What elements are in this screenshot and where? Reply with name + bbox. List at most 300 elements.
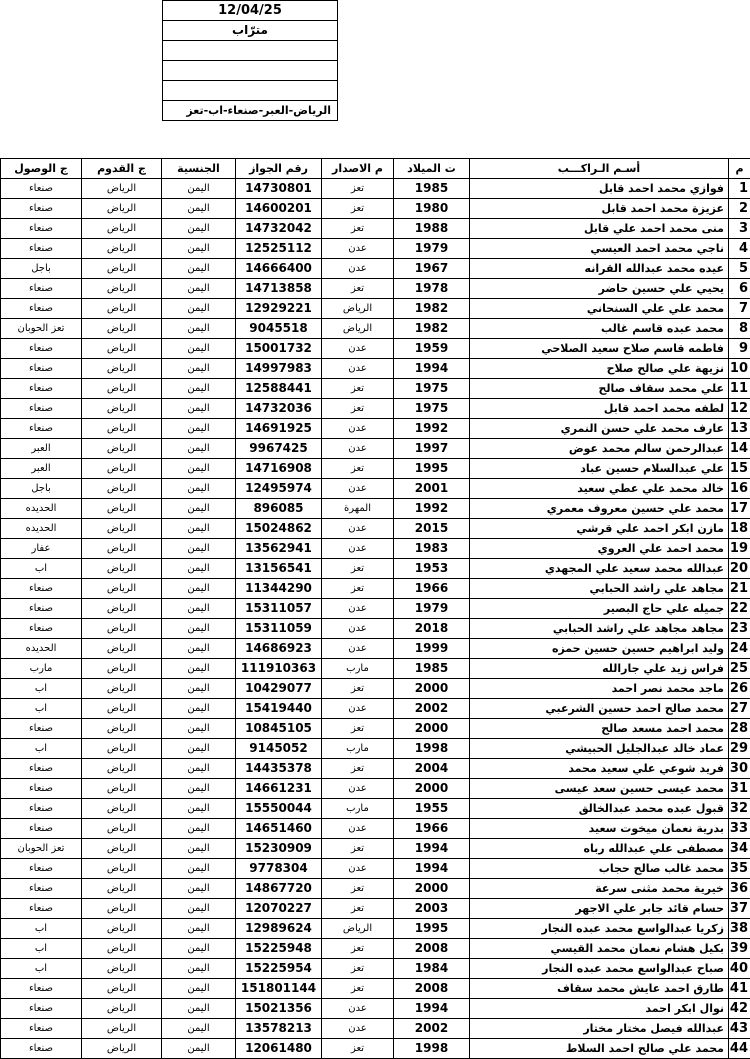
destination-city: صنعاء bbox=[1, 999, 82, 1019]
nationality: اليمن bbox=[162, 679, 236, 699]
passport-number: 14732042 bbox=[236, 219, 322, 239]
nationality: اليمن bbox=[162, 379, 236, 399]
header-blank-row bbox=[163, 41, 338, 61]
birth-year: 1994 bbox=[394, 839, 470, 859]
table-row bbox=[1, 659, 750, 679]
birth-year: 2000 bbox=[394, 719, 470, 739]
passenger-name: ناجي محمد احمد العيسي bbox=[470, 239, 729, 259]
nationality: اليمن bbox=[162, 759, 236, 779]
passport-number: 12061480 bbox=[236, 1039, 322, 1059]
table-row bbox=[1, 539, 750, 559]
nationality: اليمن bbox=[162, 619, 236, 639]
passport-number: 14666400 bbox=[236, 259, 322, 279]
col-header-passport: رقم الجواز bbox=[236, 159, 322, 179]
passenger-name: لطفه محمد احمد قابل bbox=[470, 399, 729, 419]
origin-city: الرياض bbox=[82, 919, 162, 939]
passenger-name: صباح عبدالواسع محمد عبده النجار bbox=[470, 959, 729, 979]
destination-city: صنعاء bbox=[1, 899, 82, 919]
origin-city: الرياض bbox=[82, 499, 162, 519]
passport-number: 14867720 bbox=[236, 879, 322, 899]
row-index: 35 bbox=[729, 859, 750, 879]
passenger-name: وليد ابراهيم حسين حسين حمزه bbox=[470, 639, 729, 659]
passenger-name: فوازي محمد احمد قابل bbox=[470, 179, 729, 199]
row-index: 43 bbox=[729, 1019, 750, 1039]
table-row bbox=[1, 779, 750, 799]
row-index: 24 bbox=[729, 639, 750, 659]
nationality: اليمن bbox=[162, 339, 236, 359]
destination-city: تعز الحوبان bbox=[1, 839, 82, 859]
origin-city: الرياض bbox=[82, 859, 162, 879]
passenger-name: محمد علي حسين معروف معمري bbox=[470, 499, 729, 519]
origin-city: الرياض bbox=[82, 719, 162, 739]
issue-place: عدن bbox=[322, 619, 394, 639]
destination-city: اب bbox=[1, 559, 82, 579]
row-index: 13 bbox=[729, 419, 750, 439]
row-index: 16 bbox=[729, 479, 750, 499]
birth-year: 2002 bbox=[394, 699, 470, 719]
passport-number: 9145052 bbox=[236, 739, 322, 759]
birth-year: 2015 bbox=[394, 519, 470, 539]
table-row bbox=[1, 999, 750, 1019]
issue-place: عدن bbox=[322, 599, 394, 619]
destination-city: صنعاء bbox=[1, 279, 82, 299]
nationality: اليمن bbox=[162, 199, 236, 219]
passenger-name: محمد عبده قاسم غالب bbox=[470, 319, 729, 339]
origin-city: الرياض bbox=[82, 519, 162, 539]
row-index: 18 bbox=[729, 519, 750, 539]
header-blank-row bbox=[163, 81, 338, 101]
row-index: 21 bbox=[729, 579, 750, 599]
nationality: اليمن bbox=[162, 939, 236, 959]
birth-year: 1995 bbox=[394, 919, 470, 939]
destination-city: العبر bbox=[1, 459, 82, 479]
nationality: اليمن bbox=[162, 459, 236, 479]
header-blank-row bbox=[163, 61, 338, 81]
passenger-name: ماجد محمد نصر احمد bbox=[470, 679, 729, 699]
passenger-name: عماد خالد عبدالجليل الحبيشي bbox=[470, 739, 729, 759]
passport-number: 111910363 bbox=[236, 659, 322, 679]
origin-city: الرياض bbox=[82, 239, 162, 259]
passenger-name: علي عبدالسلام حسين عباد bbox=[470, 459, 729, 479]
nationality: اليمن bbox=[162, 279, 236, 299]
origin-city: الرياض bbox=[82, 339, 162, 359]
issue-place: تعز bbox=[322, 879, 394, 899]
issue-place: تعز bbox=[322, 719, 394, 739]
row-index: 33 bbox=[729, 819, 750, 839]
table-row bbox=[1, 419, 750, 439]
destination-city: عفار bbox=[1, 539, 82, 559]
passport-number: 151801144 bbox=[236, 979, 322, 999]
col-header-index: م bbox=[729, 159, 750, 179]
birth-year: 1980 bbox=[394, 199, 470, 219]
origin-city: الرياض bbox=[82, 879, 162, 899]
birth-year: 1975 bbox=[394, 399, 470, 419]
issue-place: تعز bbox=[322, 1039, 394, 1059]
nationality: اليمن bbox=[162, 859, 236, 879]
nationality: اليمن bbox=[162, 399, 236, 419]
nationality: اليمن bbox=[162, 179, 236, 199]
table-row bbox=[1, 199, 750, 219]
origin-city: الرياض bbox=[82, 419, 162, 439]
birth-year: 2000 bbox=[394, 779, 470, 799]
issue-place: عدن bbox=[322, 479, 394, 499]
row-index: 40 bbox=[729, 959, 750, 979]
origin-city: الرياض bbox=[82, 959, 162, 979]
issue-place: عدن bbox=[322, 999, 394, 1019]
birth-year: 1979 bbox=[394, 599, 470, 619]
issue-place: عدن bbox=[322, 439, 394, 459]
table-row bbox=[1, 399, 750, 419]
issue-place: عدن bbox=[322, 239, 394, 259]
nationality: اليمن bbox=[162, 919, 236, 939]
issue-place: عدن bbox=[322, 699, 394, 719]
birth-year: 1983 bbox=[394, 539, 470, 559]
passport-number: 13562941 bbox=[236, 539, 322, 559]
table-row bbox=[1, 459, 750, 479]
table-row bbox=[1, 599, 750, 619]
issue-place: عدن bbox=[322, 519, 394, 539]
origin-city: الرياض bbox=[82, 1019, 162, 1039]
origin-city: الرياض bbox=[82, 579, 162, 599]
issue-place: عدن bbox=[322, 339, 394, 359]
passport-number: 15419440 bbox=[236, 699, 322, 719]
col-header-issue-place: م الاصدار bbox=[322, 159, 394, 179]
passport-number: 14730801 bbox=[236, 179, 322, 199]
issue-place: عدن bbox=[322, 859, 394, 879]
row-index: 8 bbox=[729, 319, 750, 339]
nationality: اليمن bbox=[162, 439, 236, 459]
birth-year: 1995 bbox=[394, 459, 470, 479]
row-index: 44 bbox=[729, 1039, 750, 1059]
issue-place: تعز bbox=[322, 759, 394, 779]
birth-year: 1984 bbox=[394, 959, 470, 979]
origin-city: الرياض bbox=[82, 739, 162, 759]
row-index: 41 bbox=[729, 979, 750, 999]
issue-place: عدن bbox=[322, 1019, 394, 1039]
passport-number: 14732036 bbox=[236, 399, 322, 419]
nationality: اليمن bbox=[162, 539, 236, 559]
nationality: اليمن bbox=[162, 1019, 236, 1039]
row-index: 42 bbox=[729, 999, 750, 1019]
passenger-name: مجاهد علي راشد الحبابي bbox=[470, 579, 729, 599]
nationality: اليمن bbox=[162, 479, 236, 499]
passenger-name: جميله علي حاج البصير bbox=[470, 599, 729, 619]
origin-city: الرياض bbox=[82, 179, 162, 199]
passenger-name: نزيهة علي صالح صلاح bbox=[470, 359, 729, 379]
passenger-name: محمد غالب صالح حجاب bbox=[470, 859, 729, 879]
birth-year: 2004 bbox=[394, 759, 470, 779]
origin-city: الرياض bbox=[82, 399, 162, 419]
table-row bbox=[1, 439, 750, 459]
header-date: 12/04/25 bbox=[163, 1, 338, 21]
table-row bbox=[1, 759, 750, 779]
origin-city: الرياض bbox=[82, 599, 162, 619]
origin-city: الرياض bbox=[82, 439, 162, 459]
passport-number: 12588441 bbox=[236, 379, 322, 399]
table-row bbox=[1, 379, 750, 399]
row-index: 20 bbox=[729, 559, 750, 579]
table-row bbox=[1, 979, 750, 999]
origin-city: الرياض bbox=[82, 819, 162, 839]
issue-place: عدن bbox=[322, 779, 394, 799]
col-header-name: أسـم الـراكـــب bbox=[470, 159, 729, 179]
origin-city: الرياض bbox=[82, 679, 162, 699]
birth-year: 1982 bbox=[394, 299, 470, 319]
issue-place: مارب bbox=[322, 739, 394, 759]
origin-city: الرياض bbox=[82, 219, 162, 239]
passport-number: 14691925 bbox=[236, 419, 322, 439]
passport-number: 14997983 bbox=[236, 359, 322, 379]
row-index: 37 bbox=[729, 899, 750, 919]
row-index: 39 bbox=[729, 939, 750, 959]
table-row bbox=[1, 799, 750, 819]
destination-city: صنعاء bbox=[1, 579, 82, 599]
nationality: اليمن bbox=[162, 1039, 236, 1059]
passport-number: 15550044 bbox=[236, 799, 322, 819]
origin-city: الرياض bbox=[82, 939, 162, 959]
row-index: 2 bbox=[729, 199, 750, 219]
birth-year: 1979 bbox=[394, 239, 470, 259]
row-index: 19 bbox=[729, 539, 750, 559]
destination-city: صنعاء bbox=[1, 339, 82, 359]
issue-place: الرياض bbox=[322, 319, 394, 339]
passenger-name: مجاهد مجاهد علي راشد الحبابي bbox=[470, 619, 729, 639]
table-row bbox=[1, 819, 750, 839]
issue-place: عدن bbox=[322, 539, 394, 559]
birth-year: 1994 bbox=[394, 859, 470, 879]
birth-year: 2008 bbox=[394, 979, 470, 999]
nationality: اليمن bbox=[162, 359, 236, 379]
birth-year: 2002 bbox=[394, 1019, 470, 1039]
destination-city: صنعاء bbox=[1, 1039, 82, 1059]
passenger-name: نوال ابكر احمد bbox=[470, 999, 729, 1019]
nationality: اليمن bbox=[162, 659, 236, 679]
table-row bbox=[1, 839, 750, 859]
passport-number: 12070227 bbox=[236, 899, 322, 919]
origin-city: الرياض bbox=[82, 539, 162, 559]
origin-city: الرياض bbox=[82, 559, 162, 579]
destination-city: اب bbox=[1, 739, 82, 759]
table-row bbox=[1, 739, 750, 759]
passenger-name: محمد احمد علي العروي bbox=[470, 539, 729, 559]
destination-city: الحديده bbox=[1, 639, 82, 659]
issue-place: تعز bbox=[322, 679, 394, 699]
row-index: 32 bbox=[729, 799, 750, 819]
birth-year: 1994 bbox=[394, 359, 470, 379]
passport-number: 15001732 bbox=[236, 339, 322, 359]
table-row bbox=[1, 579, 750, 599]
table-row bbox=[1, 559, 750, 579]
passenger-name: مصطفى علي عبدالله رباه bbox=[470, 839, 729, 859]
destination-city: الحديده bbox=[1, 499, 82, 519]
destination-city: صنعاء bbox=[1, 799, 82, 819]
passenger-name: طارق احمد عايش محمد سقاف bbox=[470, 979, 729, 999]
destination-city: اب bbox=[1, 919, 82, 939]
table-row bbox=[1, 899, 750, 919]
issue-place: تعز bbox=[322, 459, 394, 479]
issue-place: الرياض bbox=[322, 299, 394, 319]
origin-city: الرياض bbox=[82, 979, 162, 999]
issue-place: الرياض bbox=[322, 919, 394, 939]
destination-city: صنعاء bbox=[1, 979, 82, 999]
destination-city: صنعاء bbox=[1, 219, 82, 239]
birth-year: 1982 bbox=[394, 319, 470, 339]
passport-number: 15024862 bbox=[236, 519, 322, 539]
col-header-nationality: الجنسية bbox=[162, 159, 236, 179]
destination-city: صنعاء bbox=[1, 399, 82, 419]
birth-year: 2001 bbox=[394, 479, 470, 499]
birth-year: 1955 bbox=[394, 799, 470, 819]
passenger-name: خيرية محمد مثنى سرعة bbox=[470, 879, 729, 899]
birth-year: 1966 bbox=[394, 579, 470, 599]
origin-city: الرياض bbox=[82, 839, 162, 859]
passport-number: 15311059 bbox=[236, 619, 322, 639]
table-row bbox=[1, 359, 750, 379]
row-index: 17 bbox=[729, 499, 750, 519]
passenger-name: قبول عبده محمد عبدالخالق bbox=[470, 799, 729, 819]
nationality: اليمن bbox=[162, 739, 236, 759]
nationality: اليمن bbox=[162, 699, 236, 719]
passport-number: 15021356 bbox=[236, 999, 322, 1019]
row-index: 1 bbox=[729, 179, 750, 199]
passport-number: 15311057 bbox=[236, 599, 322, 619]
table-row bbox=[1, 639, 750, 659]
destination-city: باجل bbox=[1, 259, 82, 279]
nationality: اليمن bbox=[162, 979, 236, 999]
nationality: اليمن bbox=[162, 839, 236, 859]
destination-city: صنعاء bbox=[1, 199, 82, 219]
passenger-name: عبدالرحمن سالم محمد عوض bbox=[470, 439, 729, 459]
birth-year: 1988 bbox=[394, 219, 470, 239]
row-index: 26 bbox=[729, 679, 750, 699]
destination-city: اب bbox=[1, 959, 82, 979]
issue-place: تعز bbox=[322, 559, 394, 579]
destination-city: اب bbox=[1, 699, 82, 719]
issue-place: تعز bbox=[322, 839, 394, 859]
origin-city: الرياض bbox=[82, 639, 162, 659]
origin-city: الرياض bbox=[82, 479, 162, 499]
issue-place: المهرة bbox=[322, 499, 394, 519]
table-row bbox=[1, 299, 750, 319]
table-row bbox=[1, 219, 750, 239]
passenger-table bbox=[0, 158, 750, 1059]
origin-city: الرياض bbox=[82, 279, 162, 299]
issue-place: تعز bbox=[322, 179, 394, 199]
destination-city: صنعاء bbox=[1, 299, 82, 319]
passenger-name: بدرية نعمان ميخوت سعيد bbox=[470, 819, 729, 839]
row-index: 27 bbox=[729, 699, 750, 719]
passenger-name: عيده محمد عبدالله القرانه bbox=[470, 259, 729, 279]
passenger-name: عبدالله محمد سعيد علي المجهدي bbox=[470, 559, 729, 579]
row-index: 10 bbox=[729, 359, 750, 379]
table-row bbox=[1, 499, 750, 519]
issue-place: تعز bbox=[322, 979, 394, 999]
passenger-name: محمد علي علي السنحاني bbox=[470, 299, 729, 319]
table-row bbox=[1, 859, 750, 879]
header-type: مترّاب bbox=[163, 21, 338, 41]
birth-year: 1978 bbox=[394, 279, 470, 299]
table-row bbox=[1, 279, 750, 299]
origin-city: الرياض bbox=[82, 759, 162, 779]
passenger-name: محمد احمد مسعد صالح bbox=[470, 719, 729, 739]
origin-city: الرياض bbox=[82, 259, 162, 279]
origin-city: الرياض bbox=[82, 899, 162, 919]
passenger-name: عزيزة محمد احمد قابل bbox=[470, 199, 729, 219]
passport-number: 11344290 bbox=[236, 579, 322, 599]
passenger-name: محمد عيسى حسين سعد عيسى bbox=[470, 779, 729, 799]
destination-city: باجل bbox=[1, 479, 82, 499]
passport-number: 14600201 bbox=[236, 199, 322, 219]
table-row bbox=[1, 699, 750, 719]
table-row bbox=[1, 719, 750, 739]
passenger-name: حسام قائد جابر علي الاجهر bbox=[470, 899, 729, 919]
passport-number: 14716908 bbox=[236, 459, 322, 479]
passport-number: 14651460 bbox=[236, 819, 322, 839]
destination-city: صنعاء bbox=[1, 859, 82, 879]
row-index: 12 bbox=[729, 399, 750, 419]
destination-city: صنعاء bbox=[1, 779, 82, 799]
origin-city: الرياض bbox=[82, 1039, 162, 1059]
destination-city: صنعاء bbox=[1, 359, 82, 379]
origin-city: الرياض bbox=[82, 459, 162, 479]
passport-number: 10429077 bbox=[236, 679, 322, 699]
passport-number: 12929221 bbox=[236, 299, 322, 319]
passport-number: 13156541 bbox=[236, 559, 322, 579]
row-index: 23 bbox=[729, 619, 750, 639]
nationality: اليمن bbox=[162, 959, 236, 979]
table-row bbox=[1, 259, 750, 279]
row-index: 38 bbox=[729, 919, 750, 939]
destination-city: اب bbox=[1, 679, 82, 699]
passport-number: 15230909 bbox=[236, 839, 322, 859]
passenger-name: فاطمه قاسم صلاح سعيد الصلاحي bbox=[470, 339, 729, 359]
origin-city: الرياض bbox=[82, 299, 162, 319]
issue-place: تعز bbox=[322, 219, 394, 239]
destination-city: صنعاء bbox=[1, 179, 82, 199]
issue-place: تعز bbox=[322, 579, 394, 599]
passport-number: 9967425 bbox=[236, 439, 322, 459]
col-header-origin: ج القدوم bbox=[82, 159, 162, 179]
destination-city: اب bbox=[1, 939, 82, 959]
table-row bbox=[1, 619, 750, 639]
passenger-name: محمد صالح احمد حسين الشرعبي bbox=[470, 699, 729, 719]
table-row bbox=[1, 239, 750, 259]
row-index: 29 bbox=[729, 739, 750, 759]
table-header-row bbox=[1, 159, 750, 179]
row-index: 15 bbox=[729, 459, 750, 479]
col-header-birth-year: ت الميلاد bbox=[394, 159, 470, 179]
passport-number: 14713858 bbox=[236, 279, 322, 299]
nationality: اليمن bbox=[162, 599, 236, 619]
nationality: اليمن bbox=[162, 519, 236, 539]
row-index: 36 bbox=[729, 879, 750, 899]
passenger-name: زكريا عبدالواسع محمد عبده النجار bbox=[470, 919, 729, 939]
nationality: اليمن bbox=[162, 999, 236, 1019]
destination-city: صنعاء bbox=[1, 599, 82, 619]
row-index: 11 bbox=[729, 379, 750, 399]
nationality: اليمن bbox=[162, 579, 236, 599]
birth-year: 1994 bbox=[394, 999, 470, 1019]
issue-place: عدن bbox=[322, 419, 394, 439]
nationality: اليمن bbox=[162, 239, 236, 259]
birth-year: 2018 bbox=[394, 619, 470, 639]
issue-place: عدن bbox=[322, 359, 394, 379]
passport-number: 12495974 bbox=[236, 479, 322, 499]
birth-year: 2000 bbox=[394, 879, 470, 899]
table-row bbox=[1, 1039, 750, 1059]
row-index: 30 bbox=[729, 759, 750, 779]
nationality: اليمن bbox=[162, 799, 236, 819]
